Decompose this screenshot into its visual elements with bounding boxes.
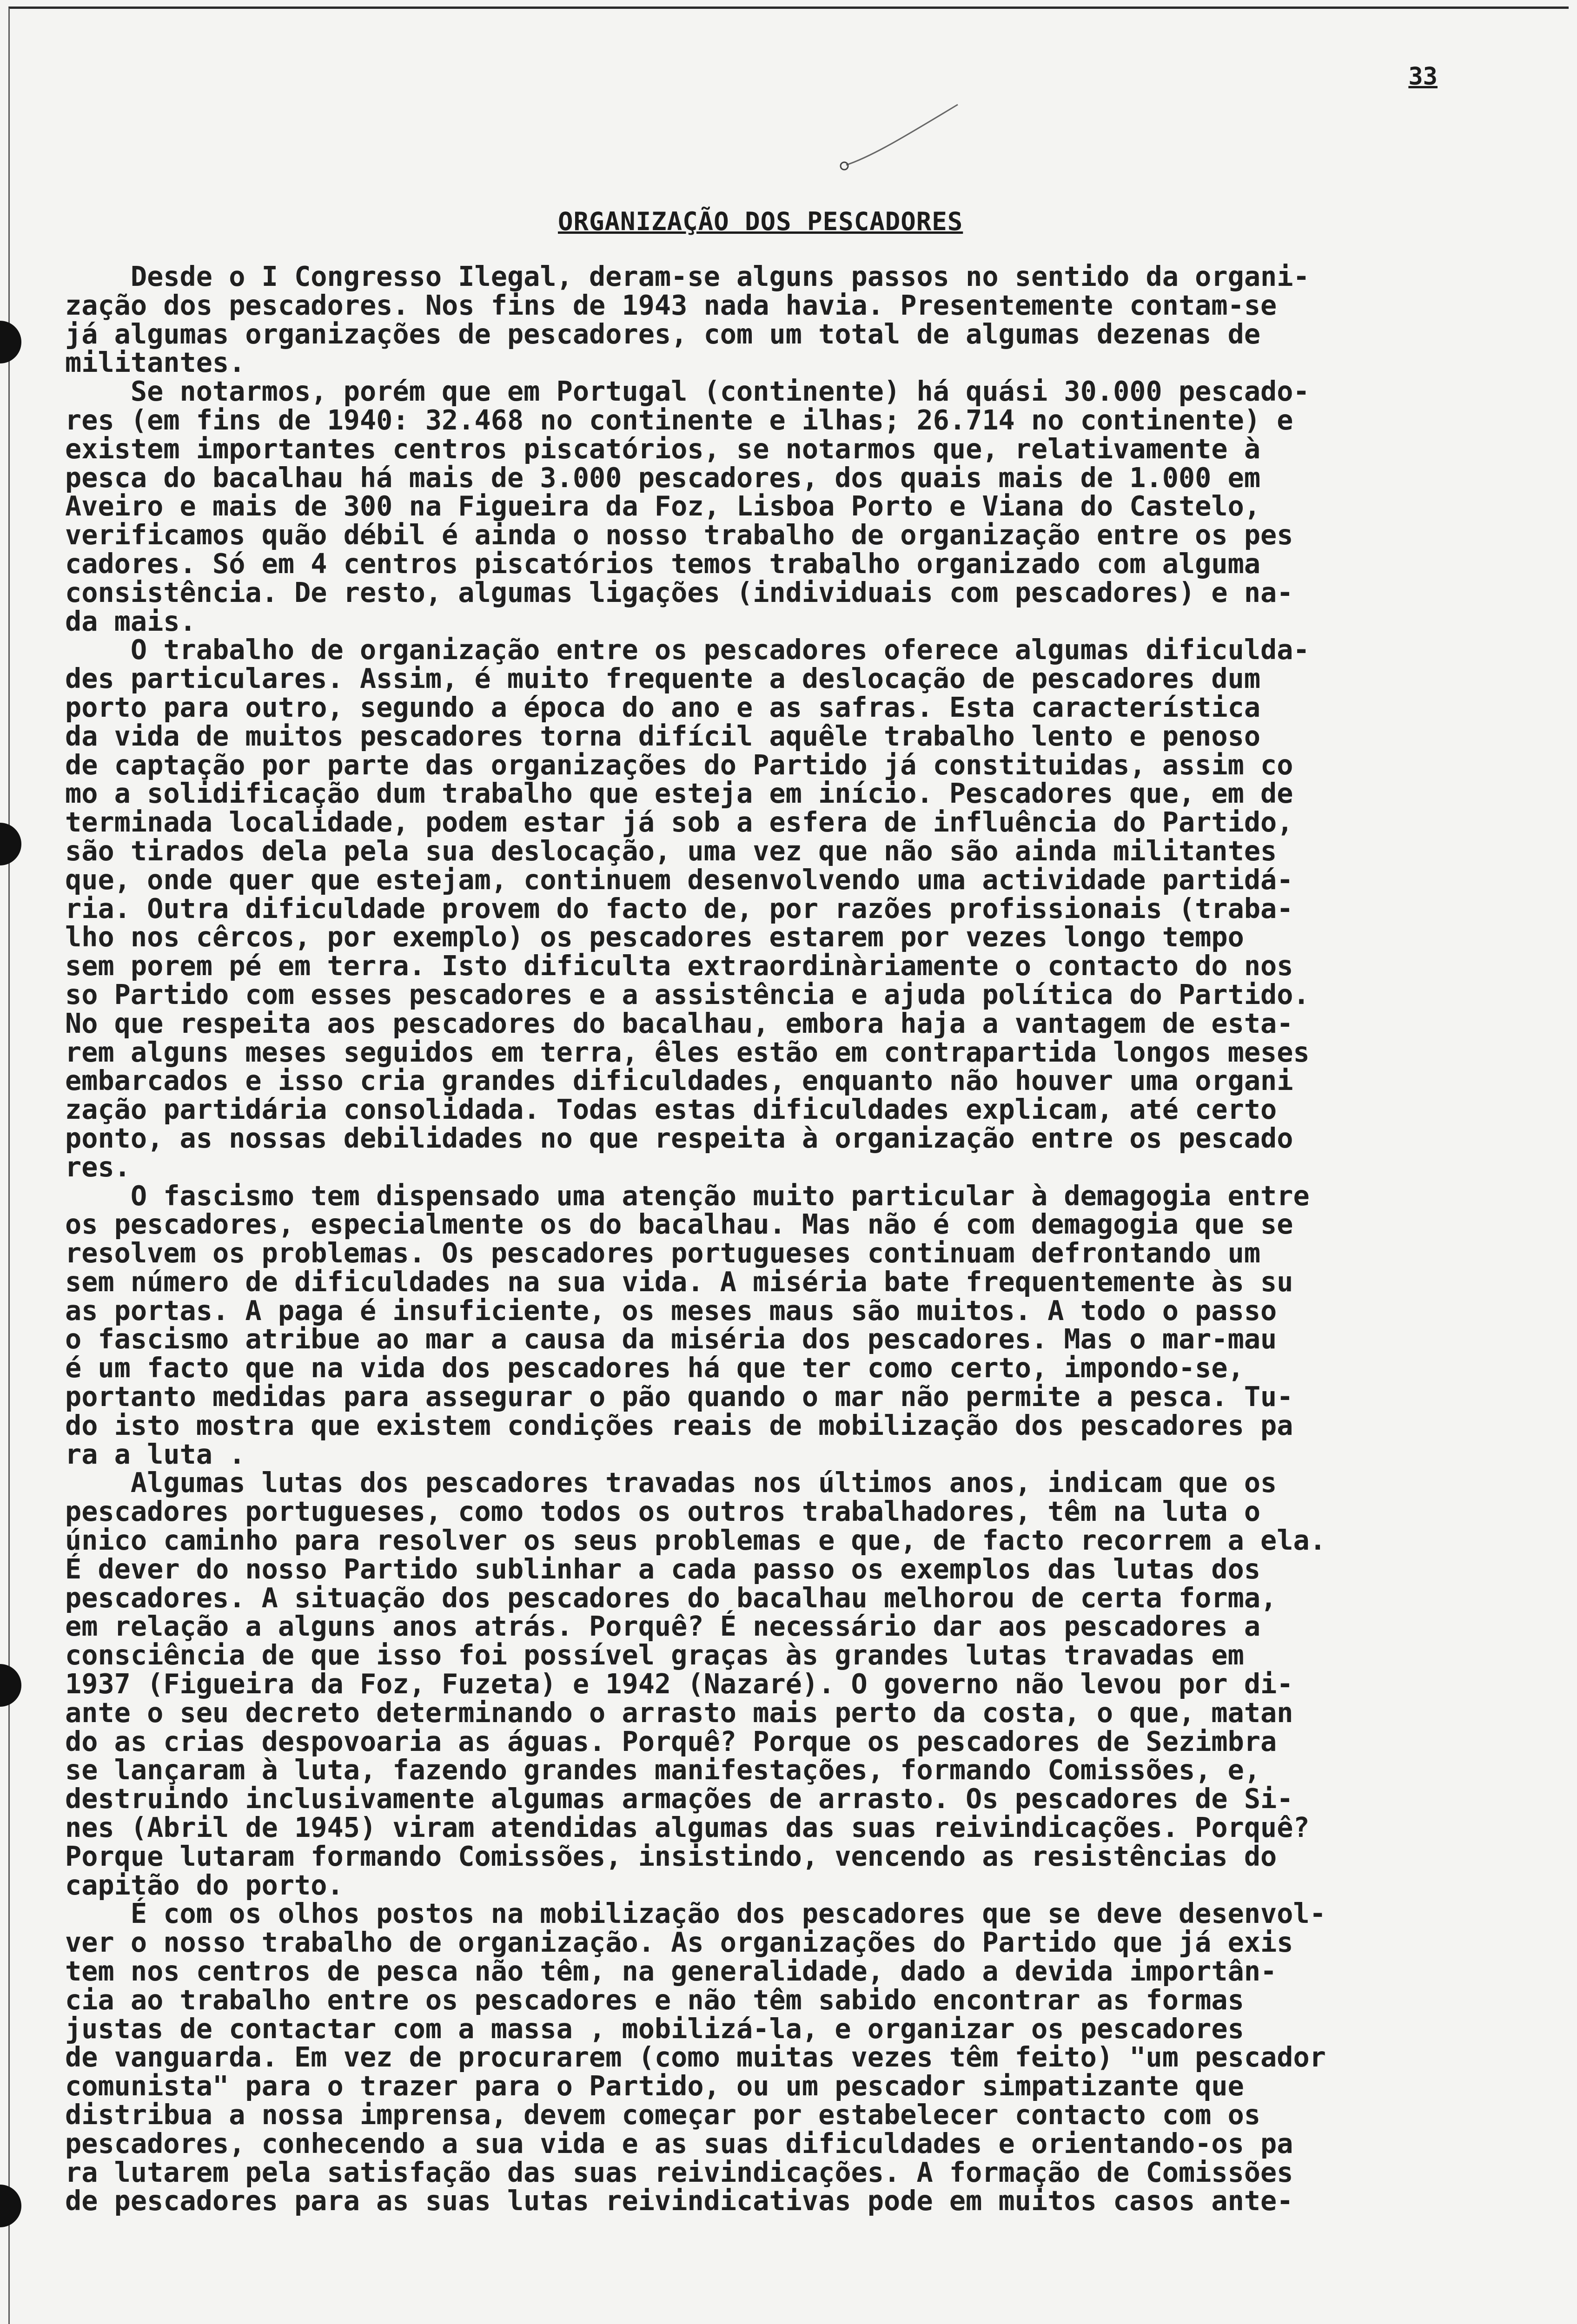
text-line: so Partido com esses pescadores e a assistência e ajuda política do Partido. [65,978,1310,1010]
text-line: No que respeita aos pescadores do bacalhau, embora haja a vantagem de esta- [65,1007,1293,1039]
paragraph [65,377,1553,636]
text-line: já algumas organizações de pescadores, com um total de algumas dezenas de [65,318,1261,350]
text-line: do isto mostra que existem condições reais de mobilização dos pescadores pa [65,1409,1293,1441]
text-line: são tirados dela pela sua deslocação, uma vez que não são ainda militantes [65,835,1277,867]
text-line: cadores. Só em 4 centros piscatórios temos trabalho organizado com alguma [65,548,1261,580]
text-line: pesca do bacalhau há mais de 3.000 pescadores, dos quais mais de 1.000 em [65,462,1261,494]
text-line: distribua a nossa imprensa, devem começar por estabelecer contacto com os [65,2099,1261,2131]
paragraph [65,1900,1553,2216]
text-line: Desde o I Congresso Ilegal, deram-se alguns passos no sentido da organi- [65,261,1310,292]
text-line: que, onde quer que estejam, continuem desenvolvendo uma actividade partidá- [65,864,1293,896]
text-line: Aveiro e mais de 300 na Figueira da Foz, Lisboa Porto e Viana do Castelo, [65,490,1261,522]
text-line: pescadores portugueses, como todos os outros trabalhadores, têm na luta o [65,1496,1261,1528]
text-line: portanto medidas para assegurar o pão quando o mar não permite a pesca. Tu- [65,1381,1293,1413]
text-line: do as crias despovoaria as águas. Porquê? Porque os pescadores de Sezimbra [65,1725,1277,1757]
text-line: de pescadores para as suas lutas reivindicativas pode em muitos casos ante- [65,2185,1293,2217]
text-line: lho nos cêrcos, por exemplo) os pescadores estarem por vezes longo tempo [65,921,1244,953]
text-line: de captação por parte das organizações do Partido já constituidas, assim co [65,749,1293,781]
text-line: sem porem pé em terra. Isto dificulta extraordinàriamente o contacto do nos [65,950,1293,982]
text-line: Porque lutaram formando Comissões, insistindo, vencendo as resistências do [65,1840,1277,1872]
page-number: 33 [1408,63,1438,91]
text-line: justas de contactar com a massa , mobilizá-la, e organizar os pescadores [65,2013,1244,2045]
text-line: pescadores, conhecendo a sua vida e as suas dificuldades e orientando-os pa [65,2127,1293,2159]
text-line: Se notarmos, porém que em Portugal (continente) há quási 30.000 pescado- [65,376,1310,408]
text-line: pescadores. A situação dos pescadores do bacalhau melhorou de certa forma, [65,1582,1277,1614]
text-line: sem número de dificuldades na sua vida. A miséria bate frequentemente às su [65,1266,1293,1298]
text-line: des particulares. Assim, é muito frequente a deslocação de pescadores dum [65,663,1261,695]
text-line: em relação a alguns anos atrás. Porquê? É necessário dar aos pescadores a [65,1611,1261,1643]
text-line: da vida de muitos pescadores torna difícil aquêle trabalho lento e penoso [65,720,1261,752]
text-line: único caminho para resolver os seus problemas e que, de facto recorrem a ela. [65,1525,1326,1557]
text-line: ria. Outra dificuldade provem do facto de, por razões profissionais (traba- [65,892,1293,924]
text-line: zação dos pescadores. Nos fins de 1943 nada havia. Presentemente contam-se [65,289,1277,321]
text-line: res (em fins de 1940: 32.468 no continente e ilhas; 26.714 no continente) e [65,404,1293,436]
text-line: da mais. [65,605,196,637]
text-line: nes (Abril de 1945) viram atendidas algumas das suas reivindicações. Porquê? [65,1812,1310,1844]
text-line: militantes. [65,347,245,379]
text-line: é um facto que na vida dos pescadores há que ter como certo, impondo-se, [65,1352,1244,1384]
text-line: capitão do porto. [65,1869,344,1901]
text-line: tem nos centros de pesca não têm, na generalidade, dado a devida importân- [65,1955,1277,1987]
page-title: ORGANIZAÇÃO DOS PESCADORES [558,207,963,236]
paragraph [65,1182,1553,1469]
text-line: consciência de que isso foi possível graças às grandes lutas travadas em [65,1639,1244,1671]
body-text [65,263,1553,2216]
text-line: os pescadores, especialmente os do bacalhau. Mas não é com demagogia que se [65,1208,1293,1241]
text-line: Algumas lutas dos pescadores travadas nos últimos anos, indicam que os [65,1467,1277,1499]
text-line: destruindo inclusivamente algumas armações de arrasto. Os pescadores de Si- [65,1783,1293,1815]
paragraph [65,636,1553,1182]
text-line: mo a solidificação dum trabalho que esteja em início. Pescadores que, em de [65,778,1293,810]
text-line: comunista" para o trazer para o Partido, ou um pescador simpatizante que [65,2070,1244,2102]
text-line: de vanguarda. Em vez de procurarem (como muitas vezes têm feito) "um pescador [65,2041,1326,2073]
text-line: embarcados e isso cria grandes dificuldades, enquanto não houver uma organi [65,1065,1293,1097]
text-line: É dever do nosso Partido sublinhar a cada passo os exemplos das lutas dos [65,1553,1261,1585]
text-line: É com os olhos postos na mobilização dos pescadores que se deve desenvol- [65,1898,1326,1930]
text-line: as portas. A paga é insuficiente, os meses maus são muitos. A todo o passo [65,1294,1277,1327]
text-line: ra a luta . [65,1438,245,1470]
text-line: se lançaram à luta, fazendo grandes manifestações, formando Comissões, e, [65,1754,1261,1786]
paragraph [65,1469,1553,1900]
text-line: ante o seu decreto determinando o arrasto mais perto da costa, o que, matan [65,1697,1293,1729]
text-line: rem alguns meses seguidos em terra, êles estão em contrapartida longos meses [65,1036,1310,1068]
paragraph [65,263,1553,377]
text-line: cia ao trabalho entre os pescadores e não têm sabido encontrar as formas [65,1984,1244,2016]
text-line: existem importantes centros piscatórios, se notarmos que, relativamente à [65,433,1261,465]
text-line: O trabalho de organização entre os pescadores oferece algumas dificulda- [65,634,1310,666]
text-line: porto para outro, segundo a época do ano e as safras. Esta característica [65,691,1261,723]
text-line: O fascismo tem dispensado uma atenção muito particular à demagogia entre [65,1180,1310,1212]
text-line: verificamos quão débil é ainda o nosso trabalho de organização entre os pes [65,519,1293,551]
pencil-mark [837,100,967,174]
text-line: consistência. De resto, algumas ligações (individuais com pescadores) e na- [65,576,1293,608]
text-line: ponto, as nossas debilidades no que respeita à organização entre os pescado [65,1122,1293,1154]
text-line: ver o nosso trabalho de organização. As organizações do Partido que já exis [65,1927,1293,1959]
text-line: ra lutarem pela satisfação das suas reivindicações. A formação de Comissões [65,2156,1293,2188]
text-line: zação partidária consolidada. Todas estas dificuldades explicam, até certo [65,1094,1277,1126]
text-line: 1937 (Figueira da Foz, Fuzeta) e 1942 (Nazaré). O governo não levou por di- [65,1668,1293,1700]
text-line: res. [65,1151,131,1183]
text-line: terminada localidade, podem estar já sob a esfera de influência do Partido, [65,806,1293,838]
text-line: o fascismo atribue ao mar a causa da miséria dos pescadores. Mas o mar-mau [65,1323,1277,1355]
text-line: resolvem os problemas. Os pescadores portugueses continuam defrontando um [65,1237,1261,1269]
